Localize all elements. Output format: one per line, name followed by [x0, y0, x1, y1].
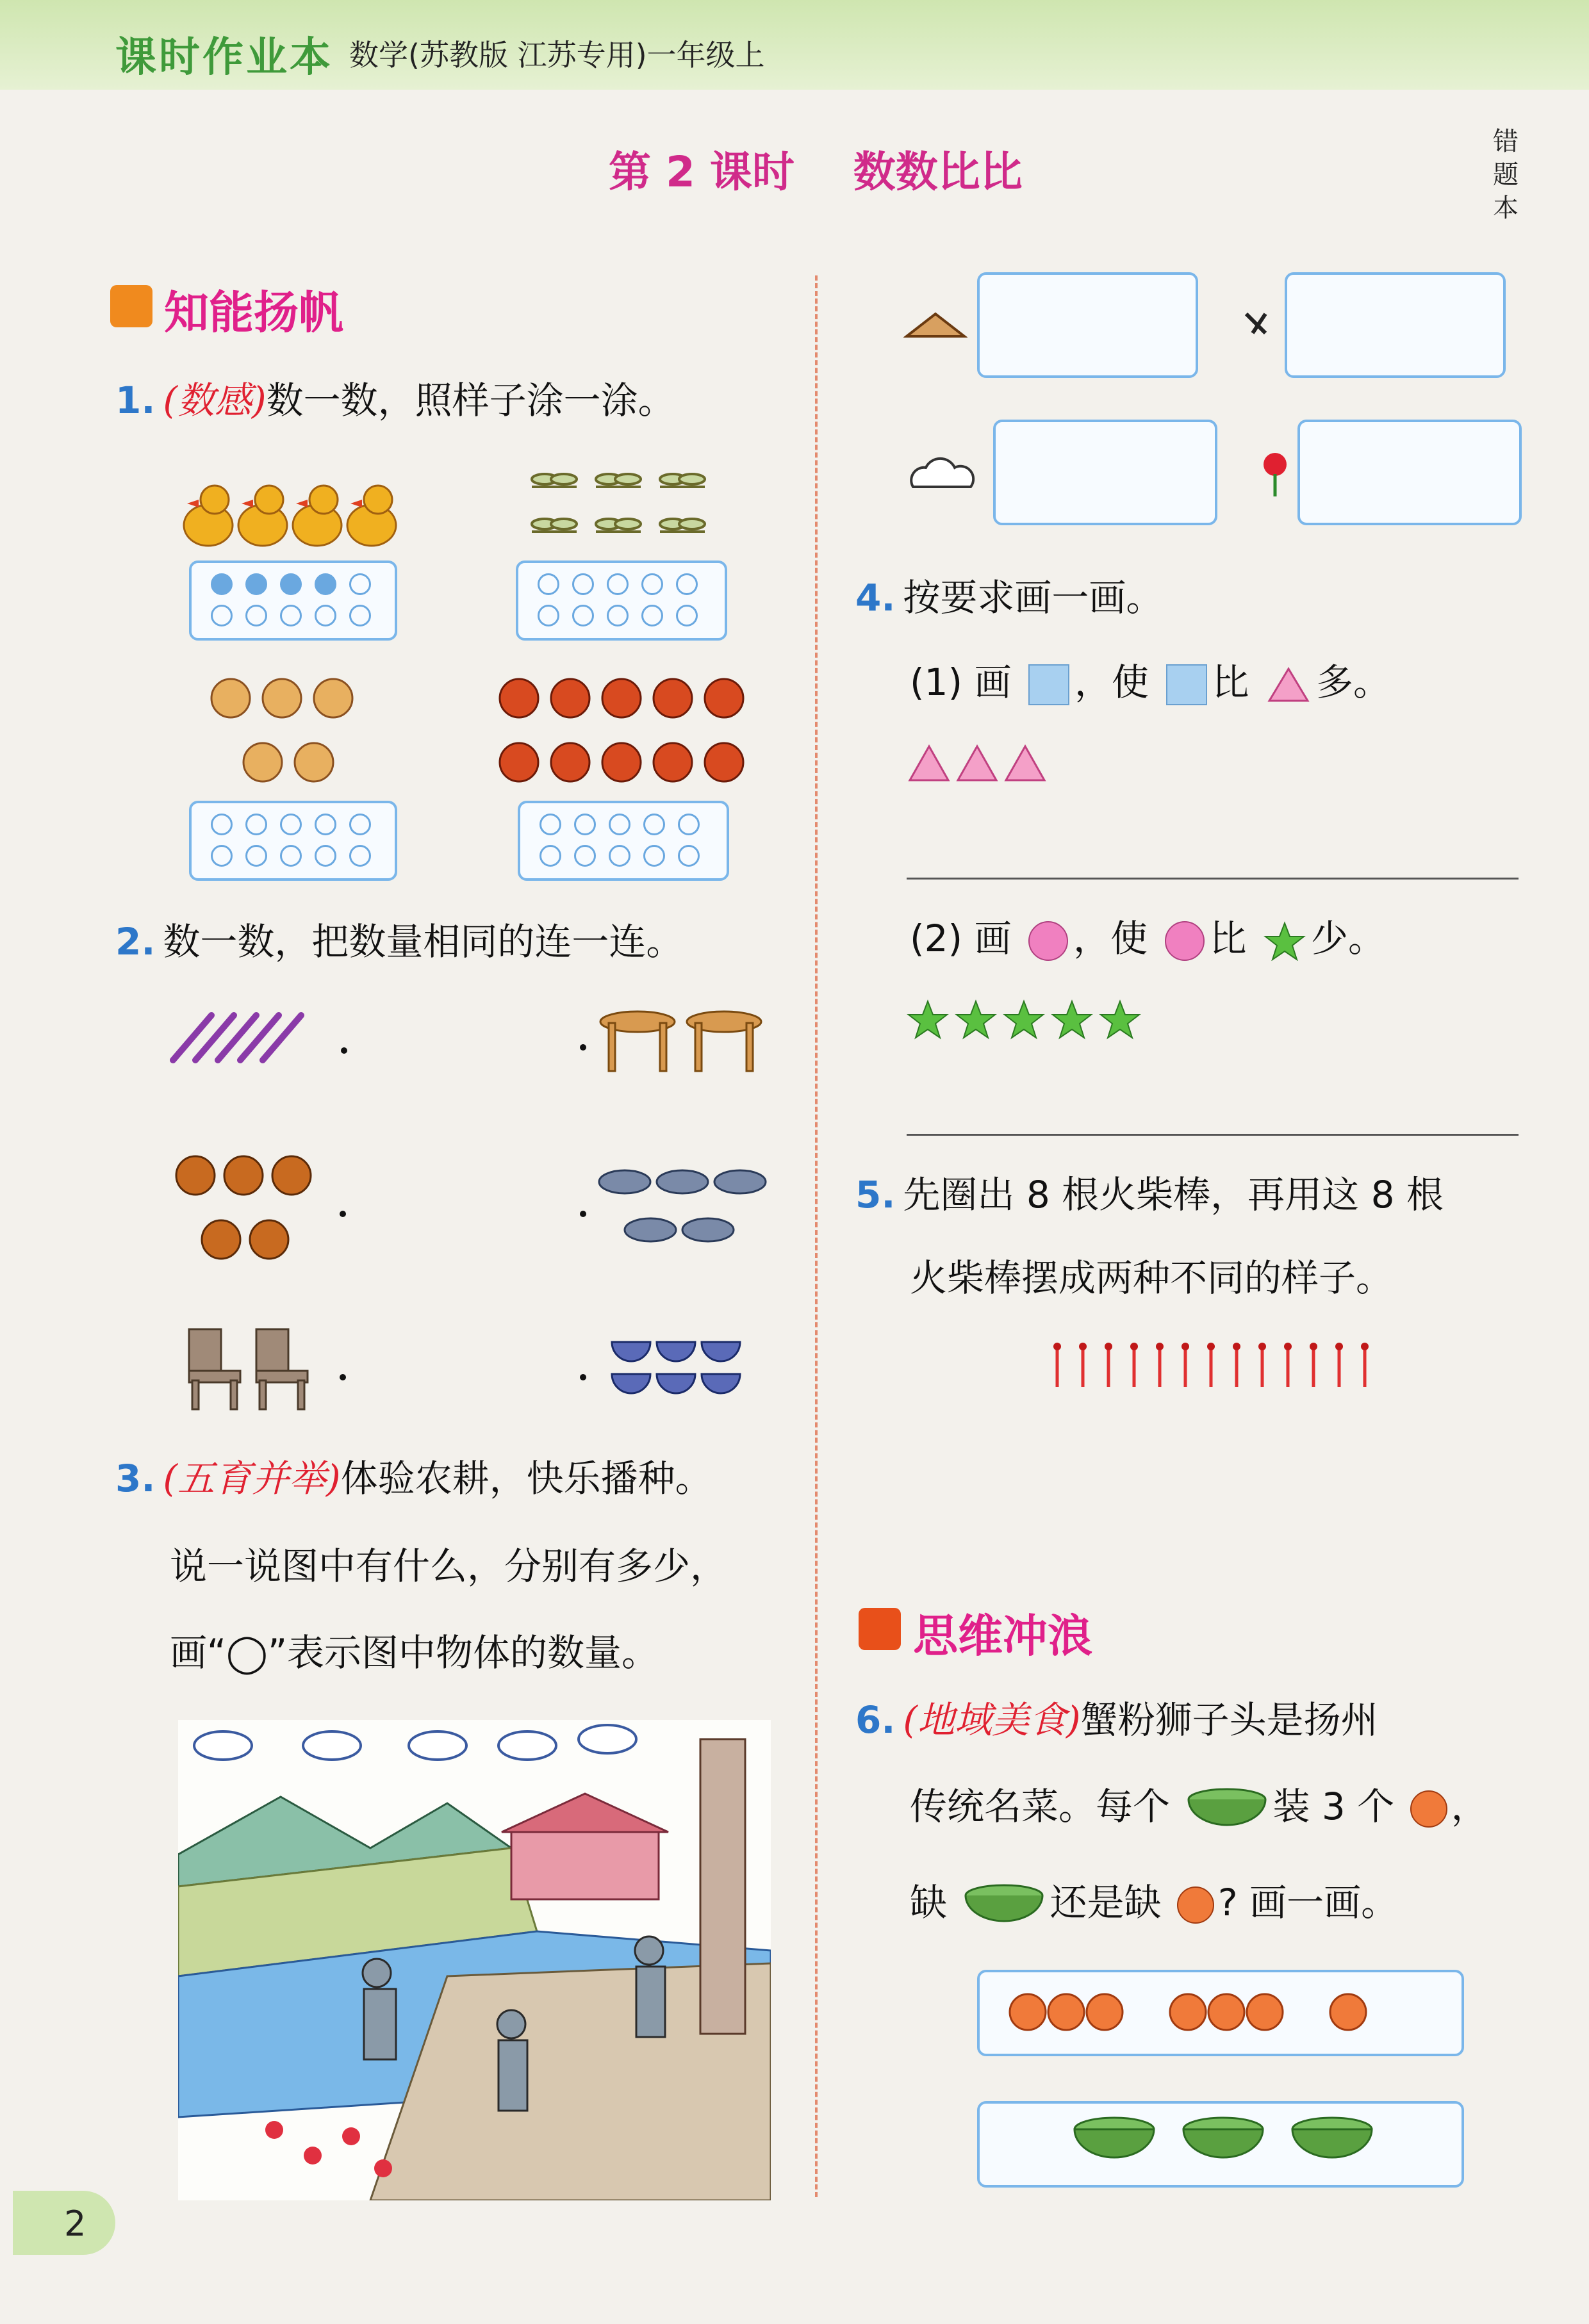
section-icon: [859, 1608, 901, 1650]
cats-illustration: [493, 666, 756, 801]
meatball-icon: [1177, 1886, 1214, 1924]
q6-line3-text-a: 缺: [910, 1881, 948, 1924]
square-icon: [1028, 664, 1069, 705]
question-6-line2: 传统名菜。每个 装 3 个 ，: [910, 1781, 1488, 1832]
question-5-line2: 火柴棒摆成两种不同的样子。: [910, 1256, 1394, 1300]
q4-p2-text-d: 少。: [1310, 917, 1385, 960]
q6-line3-text-c: ? 画一画。: [1217, 1881, 1399, 1924]
triangle-icon: [1266, 666, 1311, 704]
connect-dot[interactable]: [341, 1047, 347, 1054]
question-number: 1.: [115, 379, 156, 422]
answer-line-2[interactable]: [907, 1134, 1519, 1136]
circle-icon: [1028, 921, 1068, 961]
answer-box-cats[interactable]: [518, 801, 729, 881]
seedling-icon: [1240, 307, 1278, 346]
q4-p2-text: (2) 画: [910, 917, 1012, 960]
bowls-box: [977, 2101, 1464, 2188]
answer-box-hat[interactable]: [977, 272, 1198, 378]
question-tag: (五育并举): [163, 1457, 341, 1500]
connect-dot[interactable]: [580, 1044, 586, 1051]
column-divider: [815, 275, 818, 2197]
answer-box-flower[interactable]: [1297, 420, 1522, 525]
chopsticks-illustration: [167, 1009, 333, 1067]
section-title-2: 思维冲浪: [913, 1610, 1092, 1662]
question-3: [115, 1453, 712, 1504]
question-4-part1: [910, 657, 1390, 708]
page-title: 第 2 课时 数数比比: [609, 147, 1023, 197]
question-text: 体验农耕，快乐播种。: [340, 1457, 712, 1500]
connect-dot[interactable]: [340, 1374, 346, 1380]
page-number-text: 2: [64, 2204, 86, 2244]
question-number: 6.: [855, 1698, 896, 1742]
q4-p1-text-d: 多。: [1315, 660, 1390, 704]
question-tag: (地域美食): [903, 1698, 1081, 1742]
q6-line2-text-b: 装 3 个: [1272, 1785, 1395, 1828]
book-brand: 课时作业本: [115, 34, 333, 81]
question-text: 蟹粉狮子头是扬州: [1080, 1698, 1378, 1742]
connect-dot[interactable]: [580, 1374, 586, 1380]
meatball-icon: [1410, 1790, 1447, 1828]
question-text: 按要求画一画。: [903, 576, 1164, 619]
squirrels-illustration: [170, 1147, 324, 1268]
bowl-icon: [1185, 1787, 1269, 1831]
question-tag: (数感): [163, 379, 267, 422]
dragonflies-illustration: [519, 468, 730, 557]
question-3-line2: 说一说图中有什么，分别有多少，: [170, 1544, 728, 1588]
answer-box-cloud[interactable]: [993, 420, 1217, 525]
cloud-icon: [903, 452, 980, 496]
connect-dot[interactable]: [580, 1211, 586, 1217]
answer-box-seedling[interactable]: [1285, 272, 1506, 378]
triangles-row: [907, 743, 1054, 785]
meatballs-box: [977, 1970, 1464, 2056]
question-4: [855, 572, 1163, 623]
q4-p2-text-b: ，使: [1073, 917, 1148, 960]
q6-line3-text-b: 还是缺: [1050, 1881, 1162, 1924]
question-number: 5.: [855, 1173, 896, 1216]
question-4-part2: [910, 913, 1385, 964]
page-number: [13, 2191, 115, 2255]
question-1: [115, 375, 675, 426]
question-number: 2.: [115, 920, 156, 963]
rice-hat-icon: [903, 307, 967, 346]
answer-line-1[interactable]: [907, 878, 1519, 880]
question-6: [855, 1694, 1378, 1746]
answer-box-dogs[interactable]: [189, 801, 397, 881]
q4-p1-text-c: 比: [1212, 660, 1249, 704]
dogs-illustration: [205, 669, 378, 798]
meatballs-row: [980, 1972, 1467, 2059]
answer-box-dragonflies[interactable]: [516, 561, 727, 641]
bowls-row: [980, 2104, 1467, 2190]
fish-illustration: [593, 1159, 772, 1256]
q4-p1-text-b: ，使: [1074, 660, 1149, 704]
question-text: 数一数，照样子涂一涂。: [266, 379, 675, 422]
question-2: [115, 916, 683, 967]
question-5: [855, 1169, 1444, 1220]
book-subtitle: 数学(苏教版 江苏专用)一年级上: [349, 38, 765, 72]
q6-line2-text-a: 传统名菜。每个: [910, 1785, 1171, 1828]
question-text: 先圈出 8 根火柴棒，再用这 8 根: [903, 1173, 1444, 1216]
matchsticks-illustration: [1051, 1339, 1384, 1390]
answer-box-ducks[interactable]: [189, 561, 397, 641]
farming-scene-illustration: [178, 1720, 771, 2200]
question-text: 数一数，把数量相同的连一连。: [163, 920, 684, 963]
stools-illustration: [596, 1009, 769, 1076]
question-3-line3: 画“◯”表示图中物体的数量。: [170, 1631, 659, 1674]
question-6-line3: [910, 1877, 1398, 1928]
chairs-illustration: [183, 1323, 324, 1412]
circle-icon: [1165, 921, 1205, 961]
q4-p1-text: (1) 画: [910, 660, 1012, 704]
square-icon: [1166, 664, 1207, 705]
side-tab[interactable]: 错题本: [1493, 127, 1519, 223]
bowls-illustration: [609, 1332, 750, 1403]
section-title-1: 知能扬帆: [164, 286, 343, 339]
connect-dot[interactable]: [340, 1211, 346, 1217]
ducks-illustration: [179, 474, 410, 557]
question-number: 4.: [855, 576, 896, 619]
question-number: 3.: [115, 1457, 156, 1500]
flower-icon: [1256, 448, 1294, 500]
q4-p2-text-c: 比: [1209, 917, 1247, 960]
bowl-icon: [962, 1883, 1046, 1927]
stars-row: [907, 999, 1150, 1041]
star-icon: [1264, 921, 1306, 961]
section-icon: [110, 285, 152, 327]
